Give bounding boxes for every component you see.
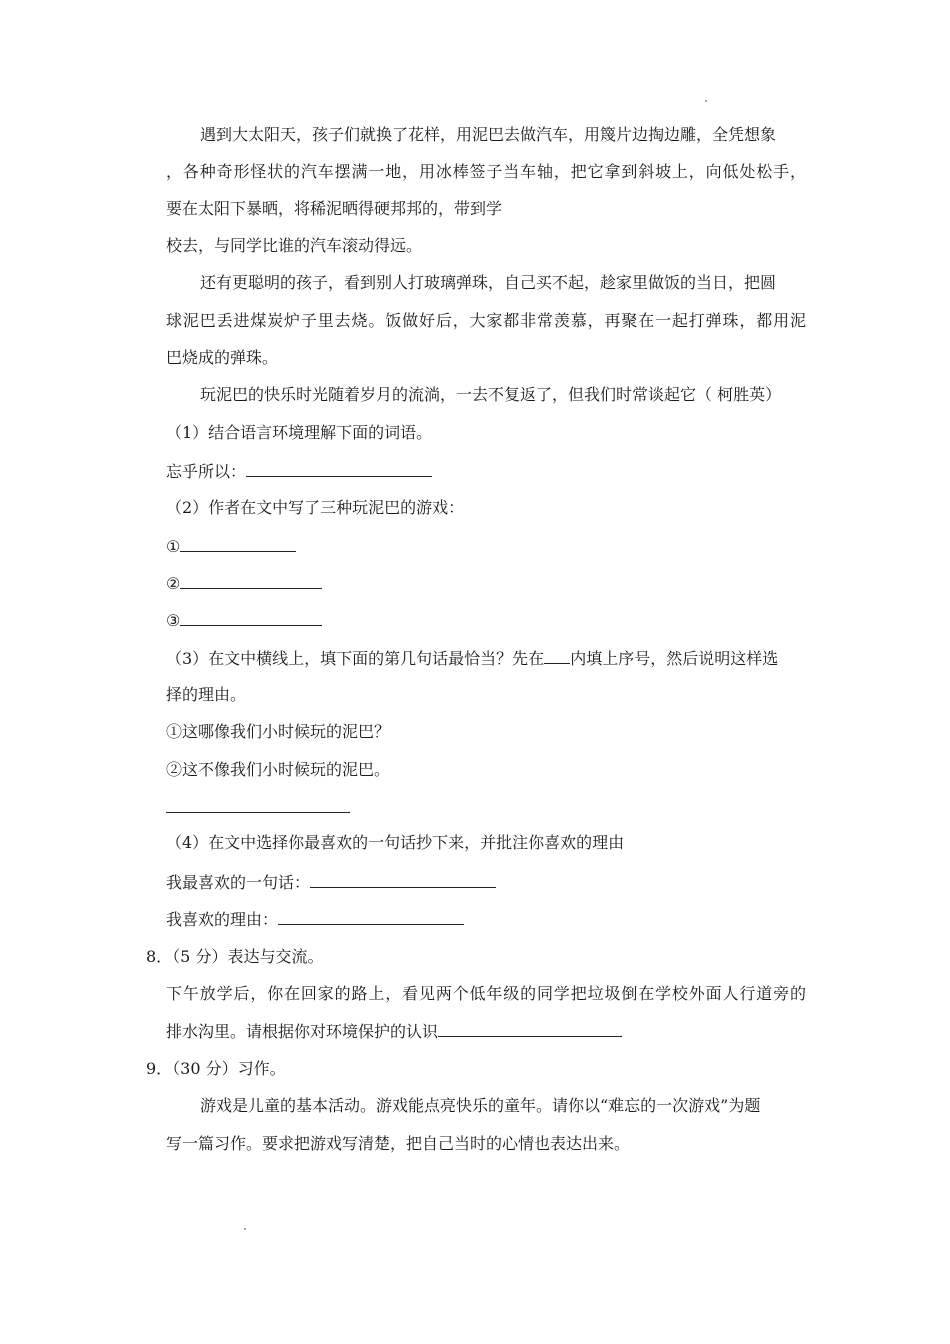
q1-term: 忘乎所以： — [166, 462, 247, 481]
q3-label-a: （3）在文中横线上，填下面的第几句话最恰当？先在 — [166, 649, 545, 668]
q3-answer-line[interactable] — [166, 812, 350, 813]
q3-label-line1 — [166, 647, 778, 669]
q3-option-2: ②这不像我们小时候玩的泥巴。 — [166, 760, 391, 779]
q2-item-2-number: ② — [166, 574, 181, 593]
q1-term-row — [166, 460, 432, 482]
passage-p3: 玩泥巴的快乐时光随着岁月的流淌，一去不复返了，但我们时常谈起它（ 柯胜英） — [200, 385, 782, 404]
q4-label: （4）在文中选择你最喜欢的一句话抄下来，并批注你喜欢的理由 — [166, 833, 625, 852]
q2-item-3 — [166, 609, 322, 631]
passage-p1-line1: 遇到大太阳天，孩子们就换了花样，用泥巴去做汽车，用篾片边掏边雕，全凭想象 — [200, 125, 777, 144]
q3-number-blank[interactable] — [544, 647, 570, 664]
q3-label-b: 内填上序号，然后说明这样选 — [570, 649, 779, 668]
page-mark-top — [705, 100, 707, 102]
q2-item-3-number: ③ — [166, 611, 181, 630]
q2-item-1-blank[interactable] — [180, 535, 296, 552]
q2-item-1-number: ① — [166, 537, 181, 556]
q2-label: （2）作者在文中写了三种玩泥巴的游戏： — [166, 498, 465, 517]
passage-p1-line2: ，各种奇形怪状的汽车摆满一地，用冰棒签子当车轴，把它拿到斜坡上，向低处松手， — [166, 162, 806, 181]
q2-item-2 — [166, 572, 322, 594]
q2-item-1 — [166, 535, 296, 557]
q8-title: 8．（5 分）表达与交流。 — [146, 947, 324, 966]
q8-line2: 排水沟里。请根据你对环境保护的认识 — [166, 1022, 439, 1041]
q2-item-3-blank[interactable] — [180, 609, 322, 626]
q4-favorite-blank[interactable] — [310, 871, 496, 888]
passage-p1-line4: 校去，与同学比谁的汽车滚动得远。 — [166, 236, 423, 255]
q4-reason-blank[interactable] — [278, 908, 464, 925]
q9-line2: 写一篇习作。要求把游戏写清楚，把自己当时的心情也表达出来。 — [166, 1134, 631, 1153]
passage-p2-line2: 球泥巴丢进煤炭炉子里去烧。饭做好后，大家都非常羡慕，再聚在一起打弹珠，都用泥 — [166, 311, 806, 330]
q4-reason-label: 我喜欢的理由： — [166, 910, 279, 929]
q4-favorite-row — [166, 871, 496, 893]
q3-option-1: ①这哪像我们小时候玩的泥巴？ — [166, 722, 391, 741]
q2-item-2-blank[interactable] — [180, 572, 322, 589]
q8-line1: 下午放学后，你在回家的路上，看见两个低年级的同学把垃圾倒在学校外面人行道旁的 — [166, 984, 806, 1003]
q1-answer-blank[interactable] — [246, 460, 432, 477]
passage-p2-line1: 还有更聪明的孩子，看到别人打玻璃弹珠，自己买不起，趁家里做饭的当日，把圆 — [200, 273, 777, 292]
passage-p1-line3: 要在太阳下暴晒，将稀泥晒得硬邦邦的，带到学 — [166, 199, 503, 218]
q9-title: 9．（30 分）习作。 — [146, 1059, 286, 1078]
q9-line1: 游戏是儿童的基本活动。游戏能点亮快乐的童年。请你以“难忘的一次游戏”为题 — [200, 1096, 761, 1115]
q8-line2-row — [166, 1020, 622, 1042]
page-mark-bottom — [244, 1228, 246, 1230]
q8-answer-blank[interactable] — [438, 1020, 622, 1037]
q1-label: （1）结合语言环境理解下面的词语。 — [166, 423, 433, 442]
passage-p2-line3: 巴烧成的弹珠。 — [166, 348, 279, 367]
q4-reason-row — [166, 908, 464, 930]
q4-favorite-label: 我最喜欢的一句话： — [166, 873, 311, 892]
q3-label-line2: 择的理由。 — [166, 685, 247, 704]
